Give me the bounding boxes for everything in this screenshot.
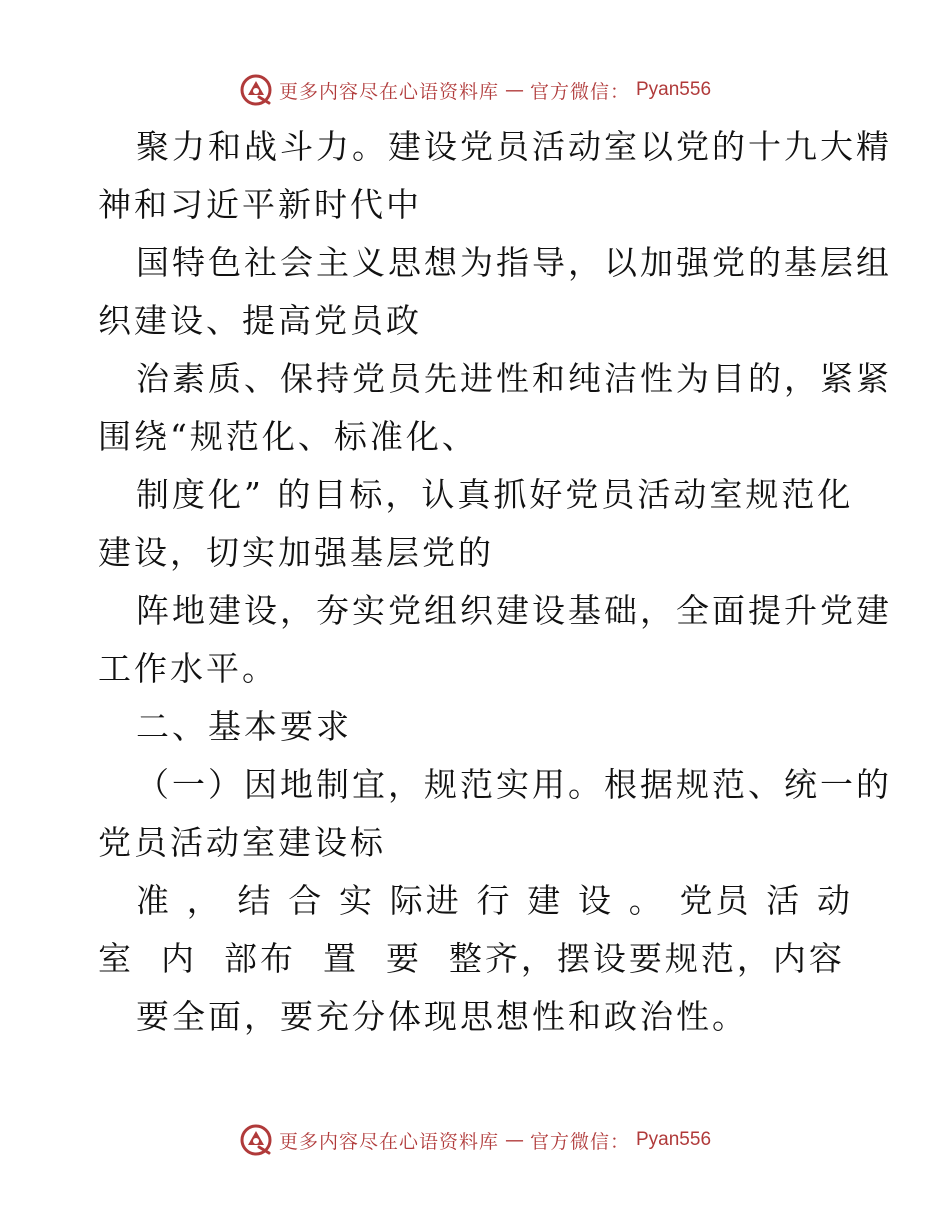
text-fragment: 合 xyxy=(288,881,325,920)
watermark-wechat-label: 官方微信： xyxy=(529,1130,630,1153)
text-fragment: 部布 xyxy=(223,939,296,978)
watermark-wechat-label: 官方微信： xyxy=(529,80,630,103)
text-fragment: 实 xyxy=(339,881,375,920)
text-line: 工作水平。 xyxy=(98,649,278,688)
text-line: 治素质、保持党员先进性和纯洁性为目的，紧紧 xyxy=(136,359,892,398)
text-line: 党员活动室建设标 xyxy=(98,823,386,862)
text-line: 制度化” 的目标，认真抓好党员活动室规范化 xyxy=(136,475,854,514)
text-line: 神和习近平新时代中 xyxy=(98,185,422,224)
red-seal-logo-icon xyxy=(239,1123,273,1157)
text-fragment: 建 xyxy=(527,881,564,920)
text-fragment: 要 xyxy=(385,939,422,978)
text-fragment: 整齐，摆设要规范，内容 xyxy=(448,939,845,978)
watermark-text: 更多内容尽在心语资料库 xyxy=(278,80,499,103)
watermark-wechat-id: Pyan556 xyxy=(636,1129,712,1150)
text-fragment: 动 xyxy=(817,881,853,920)
text-fragment: ， xyxy=(186,881,223,920)
text-fragment: 置 xyxy=(322,939,359,978)
watermark-separator: — xyxy=(504,79,524,101)
text-fragment: 结 xyxy=(237,881,274,920)
text-fragment: 党员 xyxy=(679,881,752,920)
text-fragment: 内 xyxy=(160,939,197,978)
document-body xyxy=(98,118,892,1046)
watermark-text: 更多内容尽在心语资料库 xyxy=(278,1130,499,1153)
watermark-banner-top xyxy=(0,70,950,110)
text-fragment: 设 xyxy=(578,881,614,920)
text-fragment: 活 xyxy=(766,881,803,920)
text-fragment: 准 xyxy=(136,881,172,920)
text-fragment: 室 xyxy=(98,939,134,978)
spaced-text-line xyxy=(98,930,853,988)
watermark-wechat-id: Pyan556 xyxy=(636,79,712,100)
text-fragment: 。 xyxy=(628,881,665,920)
red-seal-logo-icon xyxy=(239,73,273,107)
text-line: 聚力和战斗力。建设党员活动室以党的十九大精 xyxy=(136,127,892,166)
text-line: 围绕“规范化、标准化、 xyxy=(98,417,478,456)
watermark-banner-bottom xyxy=(0,1120,950,1160)
text-line: 建设，切实加强基层党的 xyxy=(98,533,494,572)
text-line: 国特色社会主义思想为指导，以加强党的基层组 xyxy=(136,243,892,282)
spaced-text-line xyxy=(98,872,853,930)
watermark-separator: — xyxy=(504,1129,524,1151)
text-fragment: 际进 xyxy=(389,881,462,920)
text-line: （一）因地制宜，规范实用。根据规范、统一的 xyxy=(136,765,892,804)
text-line: 阵地建设，夯实党组织建设基础，全面提升党建 xyxy=(136,591,892,630)
text-fragment: 行 xyxy=(476,881,513,920)
text-line: 织建设、提高党员政 xyxy=(98,301,422,340)
section-heading: 二、基本要求 xyxy=(136,707,352,746)
text-line: 要全面，要充分体现思想性和政治性。 xyxy=(136,997,748,1036)
